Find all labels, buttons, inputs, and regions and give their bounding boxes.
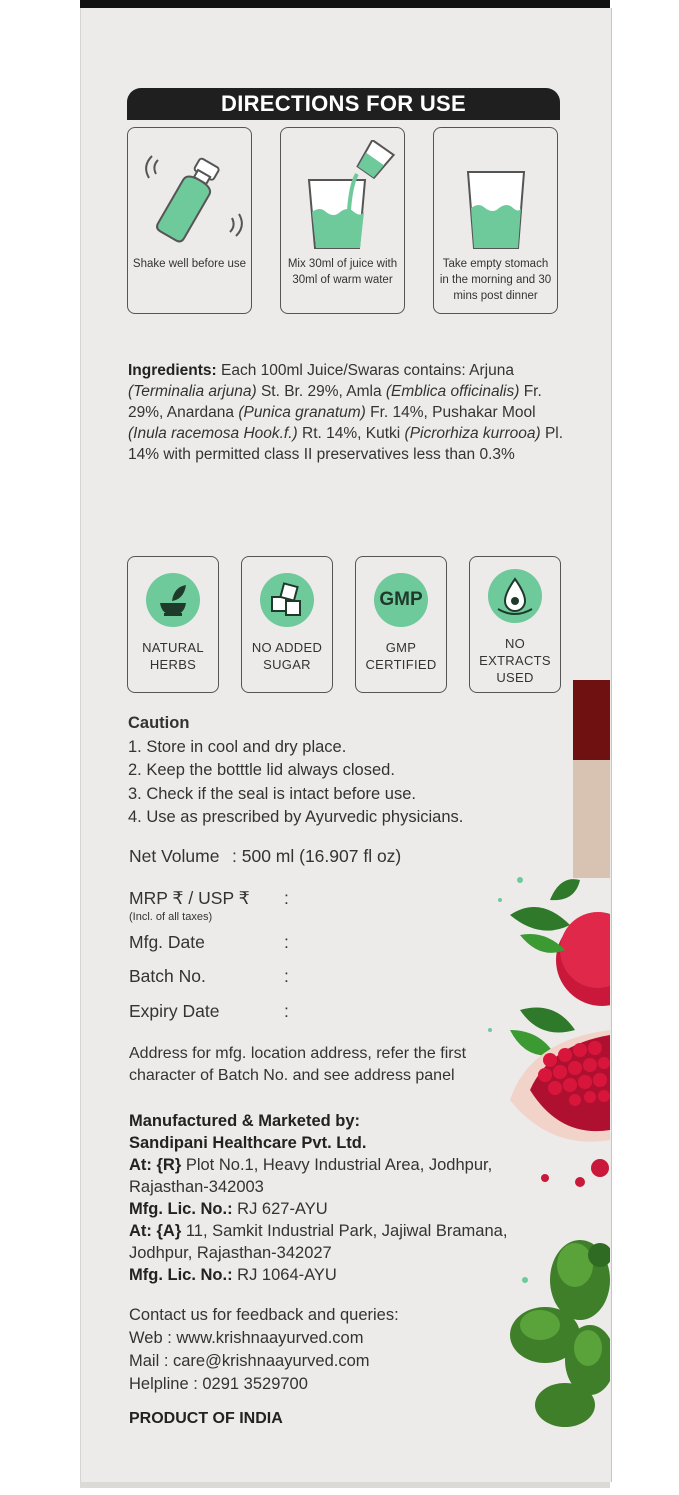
mrp-label: MRP ₹ / USP ₹ bbox=[129, 888, 250, 908]
address-r-label: At: {R} bbox=[129, 1156, 182, 1174]
ingredient-botanical: (Terminalia arjuna) bbox=[128, 383, 257, 400]
ingredients-label: Ingredients: bbox=[128, 362, 217, 379]
contact-mail: Mail : care@krishnaayurved.com bbox=[129, 1352, 370, 1370]
mfg-date-label: Mfg. Date bbox=[129, 932, 205, 952]
ingredients-part: Pl. 14% with permitted class II preservatives less than 0.3% bbox=[128, 425, 564, 463]
badge-label: GMP CERTIFIED bbox=[365, 640, 437, 672]
gmp-mark: GMP bbox=[379, 589, 423, 610]
ingredient-botanical: (Emblica officinalis) bbox=[385, 383, 520, 400]
badge-label: NATURAL HERBS bbox=[142, 640, 204, 672]
badge-label: NO EXTRACTS USED bbox=[479, 636, 551, 685]
ingredients-part: St. Br. 29%, Amla bbox=[256, 383, 386, 400]
caution-item: 2. Keep the botttle lid always closed. bbox=[128, 761, 395, 779]
contact-section bbox=[129, 1304, 529, 1396]
badge-natural-herbs bbox=[127, 556, 219, 693]
badge-gmp-certified bbox=[355, 556, 447, 693]
expiry-label: Expiry Date bbox=[129, 1001, 220, 1021]
step-take bbox=[433, 127, 558, 314]
badge-no-added-sugar bbox=[241, 556, 333, 693]
ingredient-botanical: (Picrorhiza kurrooa) bbox=[404, 425, 541, 442]
gmp-icon bbox=[374, 573, 428, 627]
ingredients-part: Each 100ml Juice/Swaras contains: Arjuna bbox=[216, 362, 514, 379]
step-caption: Mix 30ml of juice with 30ml of warm water bbox=[287, 258, 398, 286]
license-2-label: Mfg. Lic. No.: bbox=[129, 1266, 233, 1284]
caution-title: Caution bbox=[128, 714, 190, 732]
ingredients-text bbox=[128, 360, 568, 465]
license-1-label: Mfg. Lic. No.: bbox=[129, 1200, 233, 1218]
address-a-label: At: {A} bbox=[129, 1222, 182, 1240]
step-caption: Shake well before use bbox=[132, 258, 247, 270]
address-a: 11, Samkit Industrial Park, Jajiwal Bramana, Jodhpur, Rajasthan-342027 bbox=[129, 1222, 508, 1262]
pomegranate-herb-illustration bbox=[480, 860, 610, 1435]
ingredients-part: Rt. 14%, Kutki bbox=[297, 425, 405, 442]
mortar-leaf-icon bbox=[146, 573, 200, 627]
license-1: RJ 627-AYU bbox=[232, 1200, 328, 1218]
ingredients-part: Fr. 29%, Anardana bbox=[128, 383, 542, 421]
caution-section bbox=[128, 712, 588, 830]
company-name: Sandipani Healthcare Pvt. Ltd. bbox=[129, 1134, 367, 1152]
ingredient-botanical: (Inula racemosa Hook.f.) bbox=[128, 425, 298, 442]
shake-bottle-icon bbox=[138, 140, 243, 250]
ingredient-botanical: (Punica granatum) bbox=[238, 404, 366, 421]
contact-helpline: Helpline : 0291 3529700 bbox=[129, 1375, 308, 1393]
directions-title: DIRECTIONS FOR USE bbox=[127, 88, 560, 120]
step-caption: Take empty stomach in the morning and 30 mins post dinner bbox=[439, 258, 552, 302]
mrp-colon: : bbox=[284, 888, 289, 908]
step-shake bbox=[127, 127, 252, 314]
drop-hand-icon bbox=[488, 569, 542, 623]
manufacturer-heading: Manufactured & Marketed by: bbox=[129, 1112, 361, 1130]
glass-icon bbox=[444, 140, 549, 250]
address-r: Plot No.1, Heavy Industrial Area, Jodhpur, Rajasthan-342003 bbox=[129, 1156, 493, 1196]
badge-no-extracts bbox=[469, 556, 561, 693]
batch-label: Batch No. bbox=[129, 966, 206, 986]
license-2: RJ 1064-AYU bbox=[232, 1266, 337, 1284]
batch-colon: : bbox=[284, 966, 289, 986]
product-of-india: PRODUCT OF INDIA bbox=[129, 1410, 283, 1427]
expiry-colon: : bbox=[284, 1001, 289, 1021]
caution-item: 1. Store in cool and dry place. bbox=[128, 737, 347, 756]
net-volume-label: Net Volume bbox=[129, 846, 220, 866]
contact-web: Web : www.krishnaayurved.com bbox=[129, 1329, 364, 1347]
caution-item: 4. Use as prescribed by Ayurvedic physicians. bbox=[128, 808, 464, 826]
ingredients-part: Fr. 14%, Pushakar Mool bbox=[365, 404, 536, 421]
address-note: Address for mfg. location address, refer the first character of Batch No. and see address panel bbox=[129, 1045, 467, 1084]
mfg-date-colon: : bbox=[284, 932, 289, 952]
box-bottom-edge bbox=[80, 1482, 610, 1488]
mrp-note: (Incl. of all taxes) bbox=[129, 911, 213, 923]
net-volume-value: : 500 ml (16.907 fl oz) bbox=[232, 846, 402, 866]
step-mix bbox=[280, 127, 405, 314]
badge-label: NO ADDED SUGAR bbox=[251, 640, 323, 672]
manufacturer-section bbox=[129, 1110, 529, 1286]
contact-heading: Contact us for feedback and queries: bbox=[129, 1306, 399, 1324]
pour-glass-icon bbox=[291, 140, 396, 250]
caution-item: 3. Check if the seal is intact before use. bbox=[128, 784, 416, 803]
sugar-cube-icon bbox=[260, 573, 314, 627]
